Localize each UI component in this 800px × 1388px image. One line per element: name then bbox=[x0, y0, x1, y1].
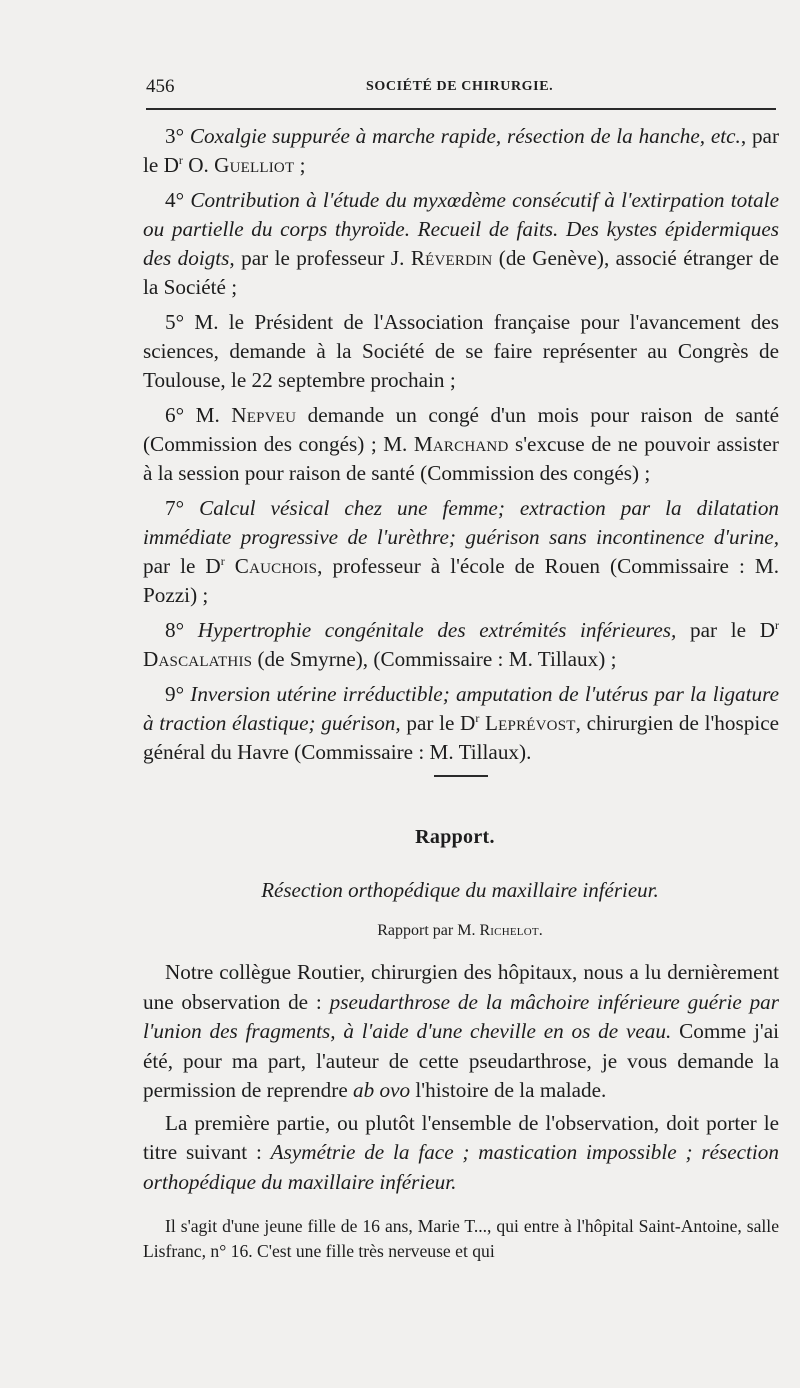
running-title: SOCIÉTÉ DE CHIRURGIE. bbox=[366, 79, 554, 94]
item-title: Calcul vésical chez une femme; extraction par la dilatation immédiate progressive de l'urèthre; guérison sans incontinence d'urine, bbox=[143, 496, 780, 549]
running-header bbox=[146, 72, 778, 100]
author-name: Dascalathis bbox=[143, 647, 253, 671]
body-paragraph: Notre collègue Routier, chirurgien des hôpitaux, nous a lu dernièrement une observation de : pseudarthrose de la mâchoire inférieure guérie par l'union des fragments, à l'aide d'une cheville en os de veau. Comme j'ai été, pour ma part, l'auteur de cette pseudarthrose, je vous demande la permission de reprendre ab ovo l'histoire de la malade. bbox=[143, 960, 780, 1102]
body-paragraph: Il s'agit d'une jeune fille de 16 ans, Marie T..., qui entre à l'hôpital Saint-Antoine, salle Lisfranc, n° 16. C'est une fille très nerveuse et qui bbox=[143, 1216, 779, 1261]
author-name: Leprévost bbox=[485, 711, 576, 735]
list-item: 7° Calcul vésical chez une femme; extraction par la dilatation immédiate progressive de l'urèthre; guérison sans incontinence d'urine, par le $D^r$ Cauchois, professeur à l'école de Rouen (Commissaire : M. Pozzi) ; bbox=[143, 496, 780, 607]
section-byline: Rapport par M. Richelot. bbox=[377, 922, 543, 939]
report-body bbox=[143, 958, 779, 1200]
section-heading: Rapport. bbox=[415, 826, 495, 848]
list-item: 8° Hypertrophie congénitale des extrémités inférieures, par le $D^r$ Dascalathis (de Smyrne), (Commissaire : M. Tillaux) ; bbox=[143, 617, 779, 671]
item-title: Coxalgie suppurée à marche rapide, résection de la hanche, etc. bbox=[189, 124, 741, 148]
author-name: Réverdin bbox=[410, 246, 493, 270]
body-paragraph: La première partie, ou plutôt l'ensemble de l'observation, doit porter le titre suivant : Asymétrie de la face ; mastication impossible ; résection orthopédique du maxillaire inférieur. bbox=[143, 1110, 779, 1194]
section-divider bbox=[434, 775, 488, 777]
item-title: Contribution à l'étude du myxœdème consécutif à l'extirpation totale ou partielle du corps thyroïde. Recueil de faits. Des kystes épidermiques des doigts, bbox=[143, 188, 780, 270]
case-paragraph bbox=[143, 1214, 779, 1264]
item-title: Hypertrophie congénitale des extrémités inférieures, bbox=[197, 618, 677, 642]
list-item: 5° M. le Président de l'Association française pour l'avancement des sciences, demande à la Société de se faire représenter au Congrès de Toulouse, le 22 septembre prochain ; bbox=[143, 310, 779, 392]
author-name: Guelliot bbox=[214, 153, 295, 177]
list-item: 4° Contribution à l'étude du myxœdème consécutif à l'extirpation totale ou partielle du corps thyroïde. Recueil de faits. Des kystes épidermiques des doigts, par le professeur J. Réverdin (de Genève), associé étranger de la Société ; bbox=[143, 188, 780, 299]
author-name: Marchand bbox=[413, 432, 509, 456]
list-item: 6° M. Nepveu demande un congé d'un mois pour raison de santé (Commission des congés) ; M. Marchand s'excuse de ne pouvoir assister à la session pour raison de santé (Commission des congés) ; bbox=[143, 403, 780, 485]
author-name: Cauchois bbox=[234, 554, 318, 578]
page-number: 456 bbox=[146, 76, 175, 97]
author-name: Richelot bbox=[479, 922, 539, 939]
item-title: Inversion utérine irréductible; amputation de l'utérus par la ligature à traction élastique; guérison, bbox=[143, 682, 779, 735]
header-rule bbox=[146, 108, 776, 110]
section-subtitle: Résection orthopédique du maxillaire inférieur. bbox=[261, 878, 659, 902]
agenda-list bbox=[143, 122, 779, 773]
list-item: 3° Coxalgie suppurée à marche rapide, résection de la hanche, etc., par le $D^r$ O. Guelliot ; bbox=[143, 124, 780, 177]
author-name: Nepveu bbox=[231, 403, 297, 427]
list-item: 9° Inversion utérine irréductible; amputation de l'utérus par la ligature à traction élastique; guérison, par le $D^r$ Leprévost, chirurgien de l'hospice général du Havre (Commissaire : M. Tillaux). bbox=[143, 682, 780, 764]
